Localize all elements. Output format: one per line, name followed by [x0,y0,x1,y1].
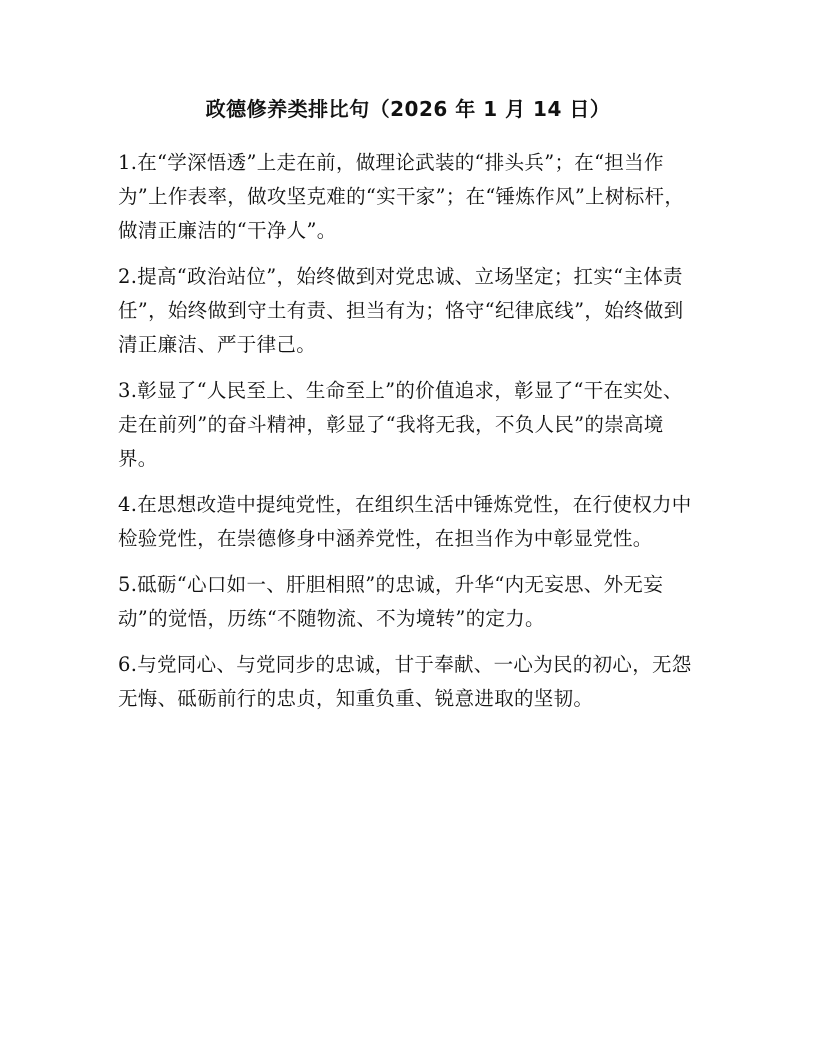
document-body [118,146,698,728]
document-title: 政德修养类排比句（2026 年 1 月 14 日） [205,97,611,121]
paragraph-2: 2.提高“政治站位”，始终做到对党忠诚、立场坚定；扛实“主体责任”，始终做到守土有责、担当有为；恪守“纪律底线”，始终做到清正廉洁、严于律己。 [118,265,684,356]
paragraph-4: 4.在思想改造中提纯党性，在组织生活中锤炼党性，在行使权力中检验党性，在崇德修身中涵养党性，在担当作为中彰显党性。 [118,493,692,550]
paragraph-3: 3.彰显了“人民至上、生命至上”的价值追求，彰显了“干在实处、走在前列”的奋斗精神，彰显了“我将无我，不负人民”的崇高境界。 [118,379,683,470]
paragraph-5: 5.砥砺“心口如一、肝胆相照”的忠诚，升华“内无妄思、外无妄动”的觉悟，历练“不随物流、不为境转”的定力。 [118,573,664,630]
paragraph-1: 1.在“学深悟透”上走在前，做理论武装的“排头兵”；在“担当作为”上作表率，做攻坚克难的“实干家”；在“锤炼作风”上树标杆，做清正廉洁的“干净人”。 [118,151,685,242]
paragraph-6: 6.与党同心、与党同步的忠诚，甘于奉献、一心为民的初心，无怨无悔、砥砺前行的忠贞，知重负重、锐意进取的坚韧。 [118,653,692,710]
